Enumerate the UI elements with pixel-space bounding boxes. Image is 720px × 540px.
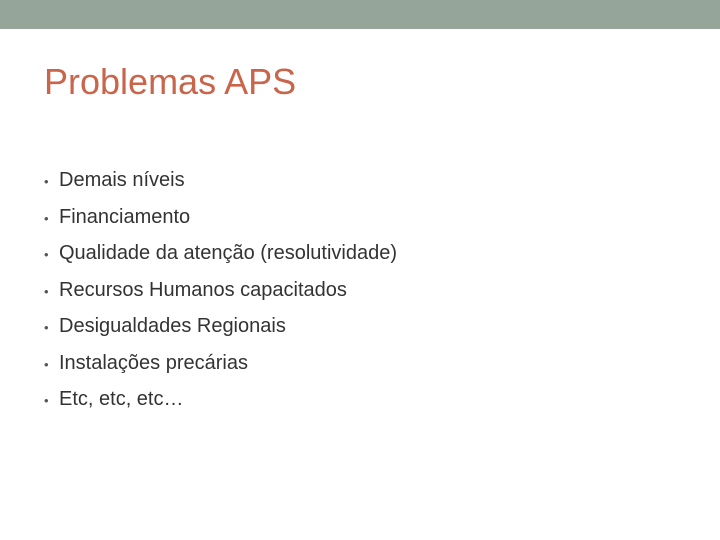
slide-header-bar bbox=[0, 0, 720, 29]
list-item bbox=[44, 382, 397, 419]
list-item-text: Instalações precárias bbox=[59, 351, 248, 374]
list-item bbox=[44, 200, 397, 237]
list-item bbox=[44, 236, 397, 273]
list-item bbox=[44, 346, 397, 383]
bullet-icon: • bbox=[44, 356, 49, 372]
bullet-icon: • bbox=[44, 393, 49, 408]
bullet-icon: • bbox=[44, 210, 49, 226]
bullet-icon: • bbox=[44, 174, 49, 189]
list-item-text: Desigualdades Regionais bbox=[59, 315, 286, 337]
list-item-text: Qualidade da atenção (resolutividade) bbox=[59, 242, 397, 264]
list-item-text: Recursos Humanos capacitados bbox=[59, 278, 347, 301]
list-item bbox=[44, 309, 397, 346]
list-item-text: Financiamento bbox=[59, 205, 191, 228]
list-item-text: Etc, etc, etc… bbox=[59, 388, 184, 410]
slide-title: Problemas APS bbox=[44, 61, 297, 102]
list-item-text: Demais níveis bbox=[59, 169, 185, 191]
bullet-list bbox=[44, 163, 397, 419]
bullet-icon: • bbox=[44, 247, 49, 262]
list-item bbox=[44, 163, 397, 200]
bullet-icon: • bbox=[44, 283, 49, 299]
list-item bbox=[44, 273, 397, 310]
bullet-icon: • bbox=[44, 320, 49, 335]
